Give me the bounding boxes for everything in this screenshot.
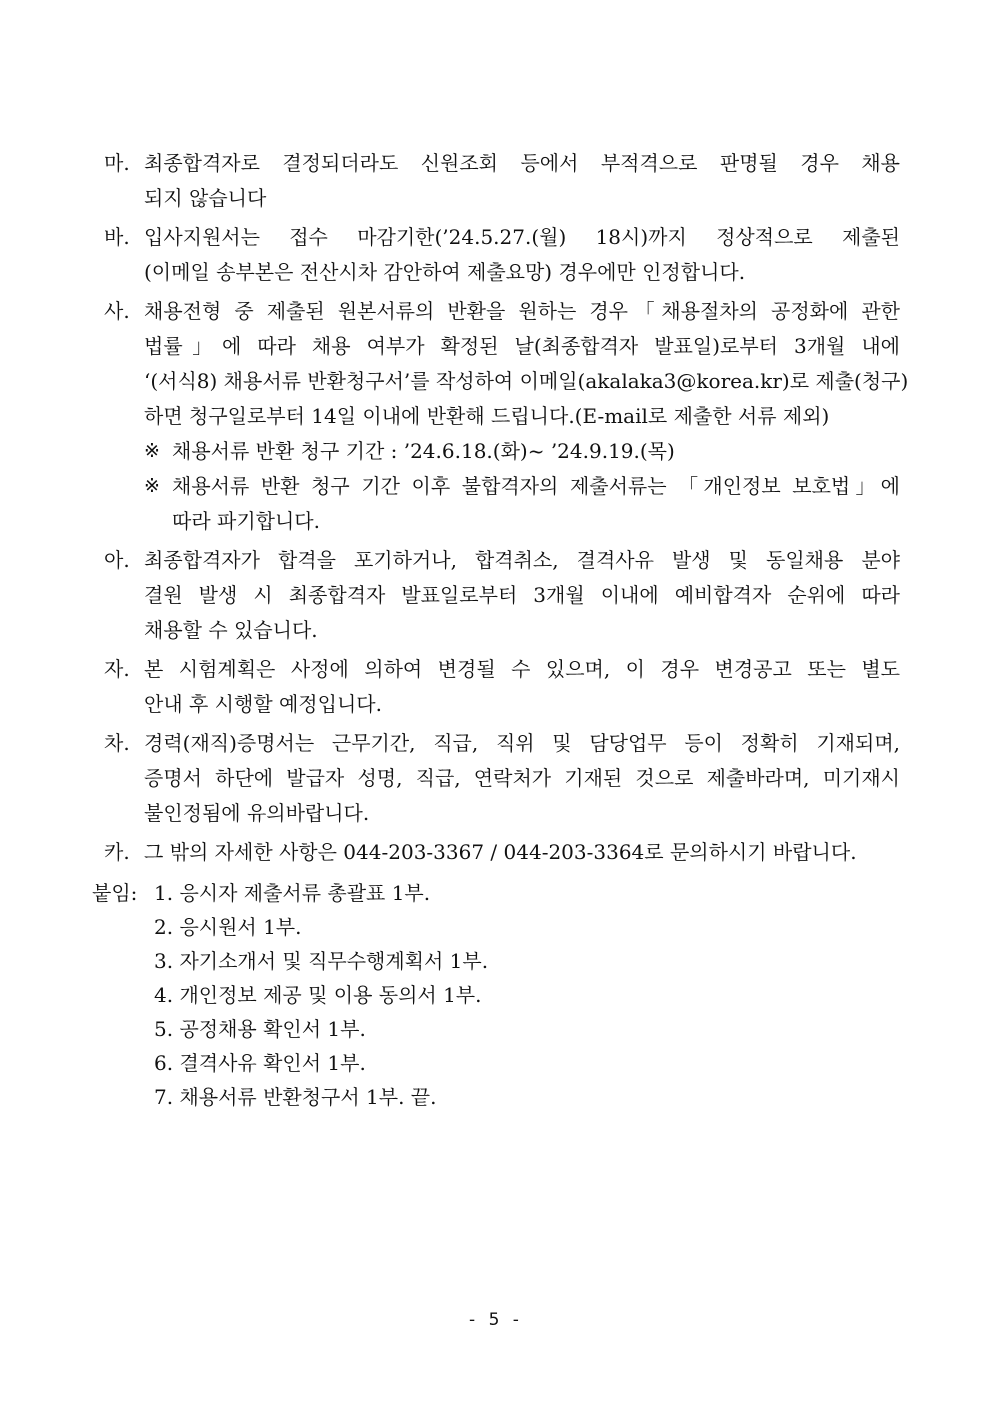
item-text-line: 경력(재직)증명서는 근무기간, 직급, 직위 및 담당업무 등이 정확히 기재되며, xyxy=(144,731,900,755)
notice-item xyxy=(104,294,909,539)
attachment-item xyxy=(92,944,792,978)
item-marker: 바. xyxy=(104,225,130,249)
page-number: - 5 - xyxy=(469,1310,523,1330)
reference-mark-icon: ※ xyxy=(144,475,160,497)
attachments-label: 붙임: xyxy=(92,881,138,905)
item-marker: 마. xyxy=(104,151,130,175)
notice-item xyxy=(104,652,900,722)
attachment-item xyxy=(92,910,792,944)
item-text-line: 증명서 하단에 발급자 성명, 직급, 연락처가 기재된 것으로 제출바라며, 미기재시 xyxy=(144,766,900,790)
note-text-line: 따라 파기합니다. xyxy=(172,509,320,533)
item-text-line: 하면 청구일로부터 14일 이내에 반환해 드립니다.(E-mail로 제출한 서류 제외) xyxy=(144,404,830,428)
item-text-line: 법률」에 따라 채용 여부가 확정된 날(최종합격자 발표일)로부터 3개월 내에 xyxy=(144,334,900,358)
item-text-line: 불인정됨에 유의바랍니다. xyxy=(144,801,370,825)
notice-item xyxy=(104,726,900,831)
item-marker: 카. xyxy=(104,840,130,864)
item-text-line: 되지 않습니다 xyxy=(144,186,267,210)
item-marker: 사. xyxy=(104,299,130,323)
item-note xyxy=(144,434,900,469)
note-text-line: 채용서류 반환 청구 기간 이후 불합격자의 제출서류는 「개인정보 보호법」에 xyxy=(172,474,900,498)
item-text-line: 결원 발생 시 최종합격자 발표일로부터 3개월 이내에 예비합격자 순위에 따라 xyxy=(144,583,900,607)
item-marker: 차. xyxy=(104,731,130,755)
attachment-text: 2. 응시원서 1부. xyxy=(154,915,302,939)
item-text-line: (이메일 송부본은 전산시차 감안하여 제출요망) 경우에만 인정합니다. xyxy=(144,260,746,284)
notice-items xyxy=(104,146,909,874)
item-text-line: 최종합격자가 합격을 포기하거나, 합격취소, 결격사유 발생 및 동일채용 분야 xyxy=(144,548,900,572)
attachment-text: 1. 응시자 제출서류 총괄표 1부. xyxy=(154,881,431,905)
item-text-line: 입사지원서는 접수 마감기한(’24.5.27.(월) 18시)까지 정상적으로 제출된 xyxy=(144,225,900,249)
item-text-line: 채용전형 중 제출된 원본서류의 반환을 원하는 경우「채용절차의 공정화에 관한 xyxy=(144,299,900,323)
attachment-text: 4. 개인정보 제공 및 이용 동의서 1부. xyxy=(154,983,482,1007)
item-text-line: 최종합격자로 결정되더라도 신원조회 등에서 부적격으로 판명될 경우 채용 xyxy=(144,151,900,175)
attachment-item xyxy=(92,876,792,910)
attachment-text: 3. 자기소개서 및 직무수행계획서 1부. xyxy=(154,949,489,973)
item-marker: 자. xyxy=(104,657,130,681)
attachments-section xyxy=(92,876,792,1114)
attachment-text: 7. 채용서류 반환청구서 1부. 끝. xyxy=(154,1085,437,1109)
notice-item xyxy=(104,835,900,870)
attachment-item xyxy=(92,1012,792,1046)
attachment-text: 6. 결격사유 확인서 1부. xyxy=(154,1051,366,1075)
notice-item xyxy=(104,543,900,648)
item-text-line: ‘(서식8) 채용서류 반환청구서’를 작성하여 이메일(akalaka3@korea.kr)로 제출(청구) xyxy=(144,369,909,393)
notice-item xyxy=(104,146,900,216)
attachment-item xyxy=(92,1046,792,1080)
reference-mark-icon: ※ xyxy=(144,440,160,462)
item-marker: 아. xyxy=(104,548,130,572)
notice-item xyxy=(104,220,900,290)
note-text-line: 채용서류 반환 청구 기간 : ’24.6.18.(화)~ ’24.9.19.(목) xyxy=(172,439,675,463)
attachment-item xyxy=(92,978,792,1012)
attachment-item xyxy=(92,1080,792,1114)
item-text-line: 안내 후 시행할 예정입니다. xyxy=(144,692,382,716)
item-text-line: 채용할 수 있습니다. xyxy=(144,618,318,642)
attachment-text: 5. 공정채용 확인서 1부. xyxy=(154,1017,366,1041)
item-text-line: 그 밖의 자세한 사항은 044-203-3367 / 044-203-3364로 문의하시기 바랍니다. xyxy=(144,840,857,864)
item-note xyxy=(144,469,900,539)
item-text-line: 본 시험계획은 사정에 의하여 변경될 수 있으며, 이 경우 변경공고 또는 별도 xyxy=(144,657,900,681)
